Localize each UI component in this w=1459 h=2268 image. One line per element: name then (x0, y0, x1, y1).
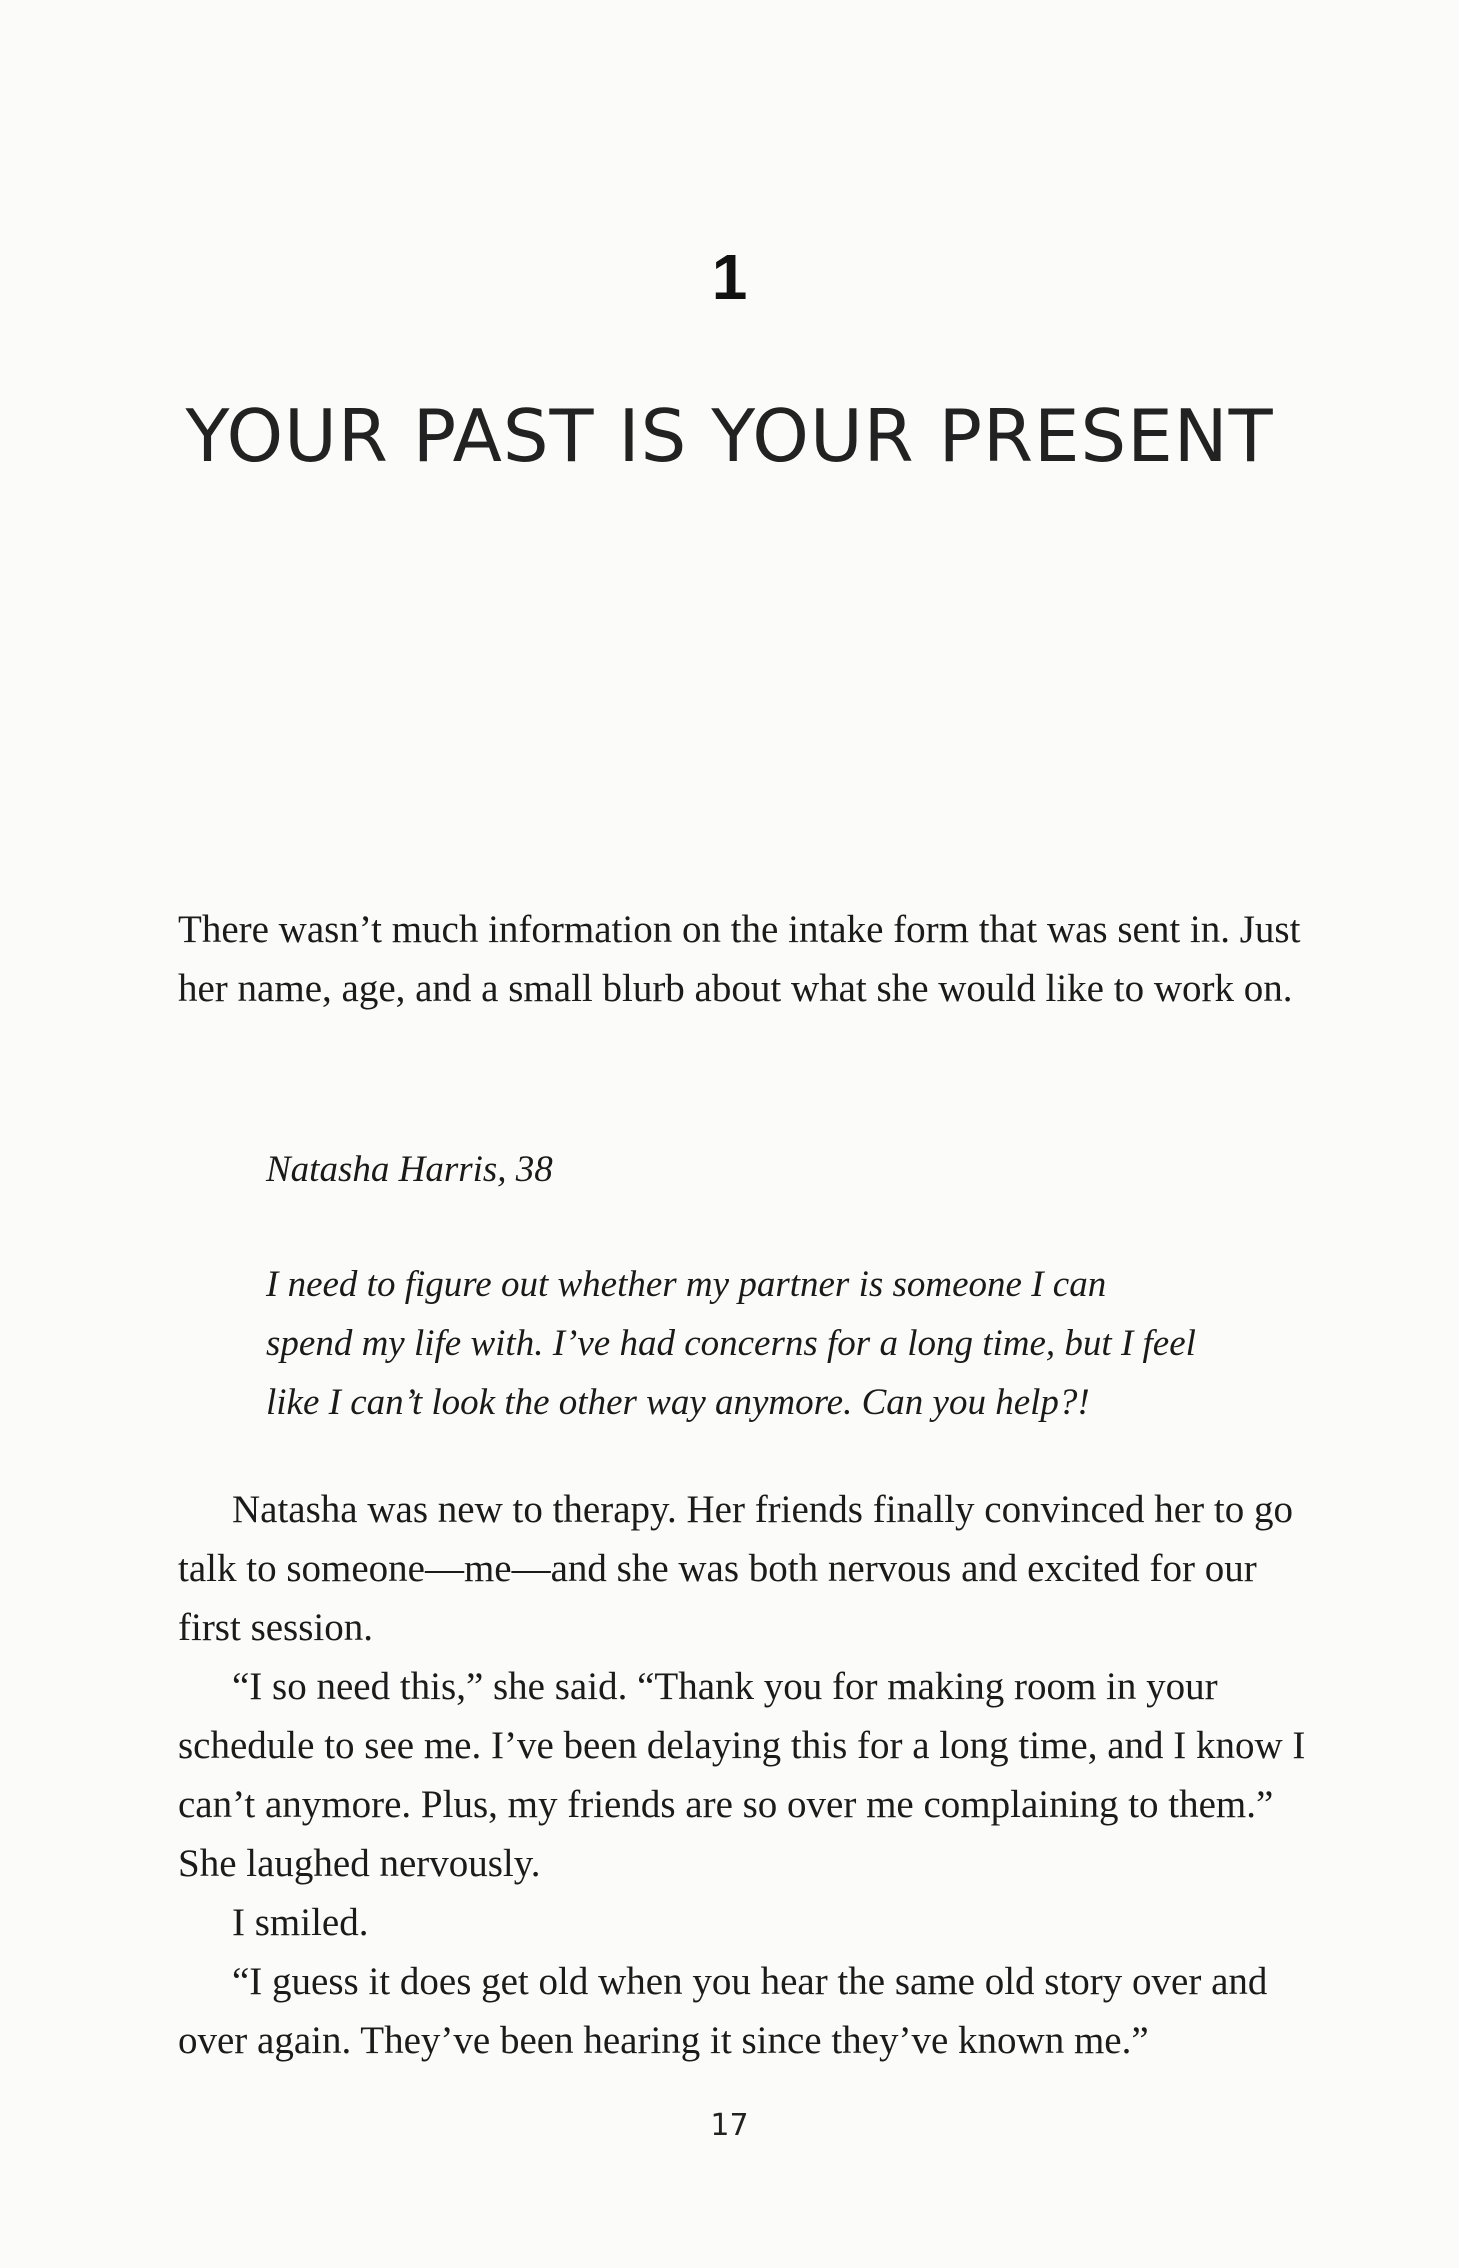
page-number: 17 (710, 2108, 749, 2143)
paragraph: I smiled. (232, 1901, 369, 1944)
intro-block (178, 900, 1308, 1018)
paragraph: “I guess it does get old when you hear the same old story over and over again. They’ve been hearing it since they’ve known me.” (178, 1960, 1268, 2062)
chapter-number: 1 (711, 241, 748, 313)
main-text-block (178, 1480, 1308, 2070)
paragraph: Natasha was new to therapy. Her friends finally convinced her to go talk to someone—me—and she was both nervous and excited for our first session. (178, 1488, 1293, 1649)
intro-paragraph: There wasn’t much information on the intake form that was sent in. Just her name, age, and a small blurb about what she would like to work on. (178, 908, 1301, 1010)
intake-name: Natasha Harris, 38 (266, 1149, 553, 1190)
intake-quote: I need to figure out whether my partner is someone I can spend my life with. I’ve had concerns for a long time, but I feel like I can’t look the other way anymore. Can you help?! (266, 1264, 1196, 1423)
paragraph: “I so need this,” she said. “Thank you for making room in your schedule to see me. I’ve been delaying this for a long time, and I know I can’t anymore. Plus, my friends are so over me complaining to them.” She laughed nervously. (178, 1665, 1306, 1885)
chapter-title: YOUR PAST IS YOUR PRESENT (185, 394, 1274, 478)
